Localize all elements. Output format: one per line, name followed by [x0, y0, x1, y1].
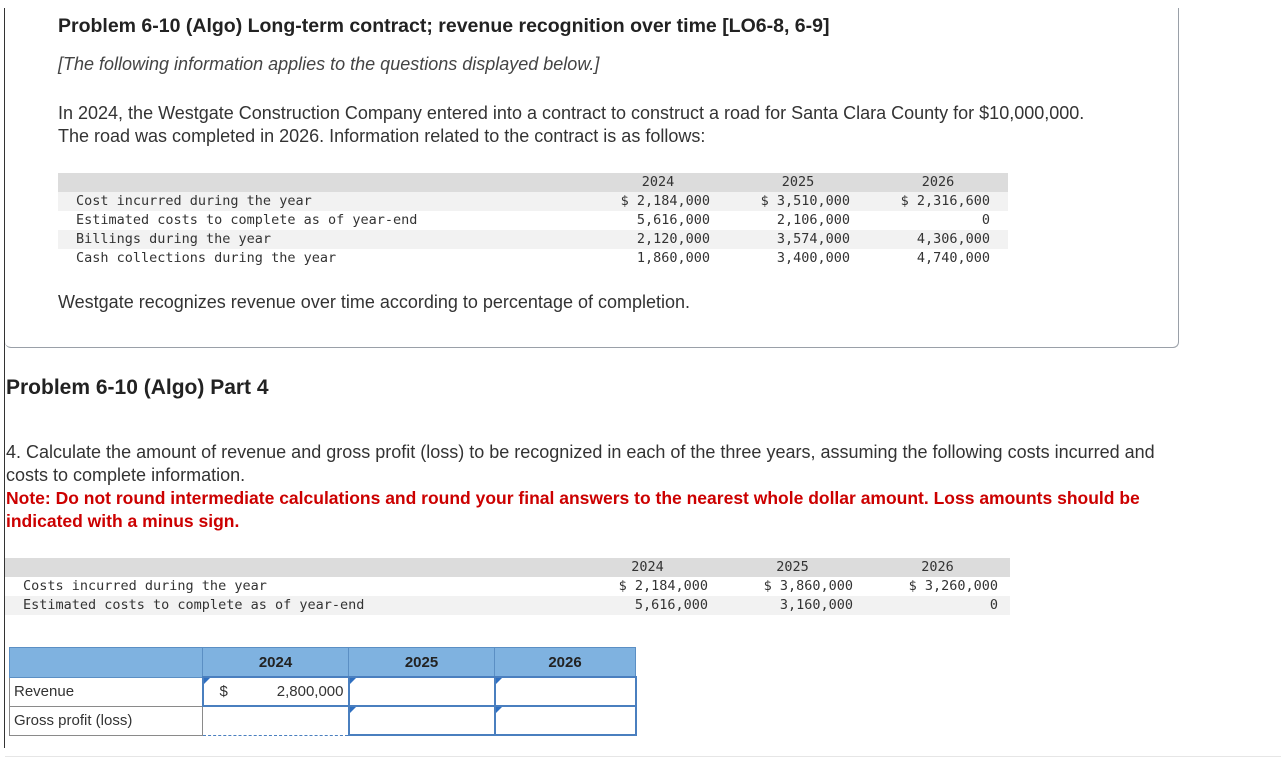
problem-closing: Westgate recognizes revenue over time according to percentage of completion. [58, 292, 691, 312]
row-label: Estimated costs to complete as of year-end [5, 596, 575, 615]
year-header: 2025 [720, 558, 865, 577]
revenue-row [10, 677, 636, 706]
cell-value: $ 2,184,000 [575, 577, 720, 596]
row-label: Costs incurred during the year [5, 577, 575, 596]
gross-profit-2024-input[interactable] [203, 706, 349, 735]
row-label: Cash collections during the year [58, 249, 588, 268]
cell-value: 4,306,000 [868, 230, 1008, 249]
gross-profit-label: Gross profit (loss) [10, 706, 203, 735]
answer-header-row [10, 648, 636, 678]
cell-value: 4,740,000 [868, 249, 1008, 268]
note-text: Note: Do not round intermediate calculations and round your final answers to the nearest whole dollar amount. Loss amounts should be indicated with a minus sign. [6, 488, 1140, 531]
table-row [58, 230, 1008, 249]
table-row [5, 577, 1010, 596]
cell-value: $ 3,860,000 [720, 577, 865, 596]
cell-value: 2,120,000 [588, 230, 728, 249]
input-marker-icon [350, 678, 356, 684]
problem-subtitle: [The following information applies to the questions displayed below.] [58, 54, 600, 74]
cell-value: 5,616,000 [588, 211, 728, 230]
year-header: 2024 [575, 558, 720, 577]
input-marker-icon [496, 707, 502, 713]
answer-header-2024: 2024 [203, 648, 349, 678]
revenue-2024-input[interactable] [203, 677, 349, 706]
gross-profit-2026-input[interactable] [495, 706, 636, 735]
answer-header-blank [10, 648, 203, 678]
bottom-divider [5, 756, 1281, 757]
input-marker-icon [350, 707, 356, 713]
cell-value: 0 [868, 211, 1008, 230]
revenue-2024-value: 2,800,000 [276, 683, 344, 700]
cell-value: $ 2,184,000 [588, 192, 728, 211]
table-header-row [58, 173, 1008, 192]
revenue-label: Revenue [10, 677, 203, 706]
row-label: Cost incurred during the year [58, 192, 588, 211]
year-header: 2025 [728, 173, 868, 192]
cell-value: $ 3,260,000 [865, 577, 1010, 596]
question-text: 4. Calculate the amount of revenue and gross profit (loss) to be recognized in each of the three years, assuming the following costs incurred and costs to complete information. [6, 442, 1155, 485]
row-label: Estimated costs to complete as of year-end [58, 211, 588, 230]
table-row [58, 211, 1008, 230]
cell-value: 1,860,000 [588, 249, 728, 268]
year-header: 2024 [588, 173, 728, 192]
input-marker-icon [496, 678, 502, 684]
answer-header-2026: 2026 [495, 648, 636, 678]
table-row [58, 192, 1008, 211]
cell-value: 3,574,000 [728, 230, 868, 249]
revenue-2026-input[interactable] [495, 677, 636, 706]
cell-value: 5,616,000 [575, 596, 720, 615]
row-label: Billings during the year [58, 230, 588, 249]
gross-profit-row [10, 706, 636, 735]
part-info-table [5, 558, 1010, 615]
cell-value: 2,106,000 [728, 211, 868, 230]
input-marker-icon [204, 678, 210, 684]
cell-value: 3,160,000 [720, 596, 865, 615]
table-row [5, 596, 1010, 615]
answer-table [9, 647, 637, 736]
table-header-row [5, 558, 1010, 577]
year-header: 2026 [865, 558, 1010, 577]
cell-value: 3,400,000 [728, 249, 868, 268]
part-title: Problem 6-10 (Algo) Part 4 [6, 376, 269, 399]
cell-value: 0 [865, 596, 1010, 615]
cell-value: $ 3,510,000 [728, 192, 868, 211]
revenue-2025-input[interactable] [349, 677, 495, 706]
gross-profit-2025-input[interactable] [349, 706, 495, 735]
table-row [58, 249, 1008, 268]
problem-intro: In 2024, the Westgate Construction Company entered into a contract to construct a road for Santa Clara County for $10,000,000. The road was completed in 2026. Information related to the contract is as follows: [58, 103, 1085, 146]
currency-symbol: $ [219, 683, 228, 700]
cell-value: $ 2,316,600 [868, 192, 1008, 211]
year-header: 2026 [868, 173, 1008, 192]
answer-header-2025: 2025 [349, 648, 495, 678]
problem-title: Problem 6-10 (Algo) Long-term contract; revenue recognition over time [LO6-8, 6-9] [58, 15, 830, 37]
contract-info-table [58, 173, 1008, 268]
